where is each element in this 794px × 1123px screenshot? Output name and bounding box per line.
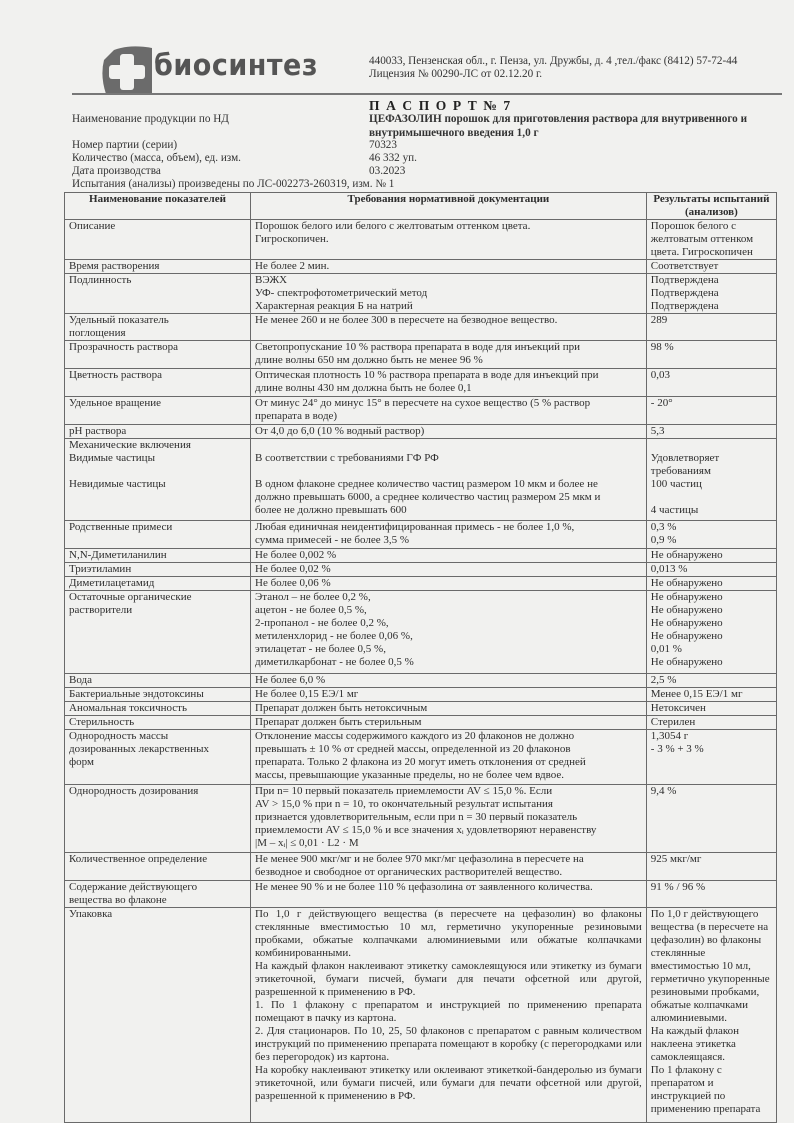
result-line: На каждый флакон (650, 1025, 740, 1037)
result-cell (646, 674, 776, 688)
result-line: - 20° (650, 397, 673, 409)
requirement-line: ВЭЖХ (255, 274, 288, 286)
table-row (65, 702, 777, 716)
requirement-line: Препарат должен быть стерильным (255, 716, 422, 728)
requirement-line: Характерная реакция Б на натрий (255, 300, 413, 312)
indicator-line: Прозрачность раствора (69, 341, 178, 353)
result-line: Менее 0,15 ЕЭ/1 мг (650, 688, 743, 700)
indicator-cell (65, 260, 251, 274)
table-row (65, 397, 777, 425)
indicator-cell (65, 521, 251, 549)
table-row (65, 785, 777, 853)
result-line: вещества (в пересчете на (650, 921, 769, 933)
indicator-line: Видимые частицы (69, 452, 155, 464)
requirement-line: метиленхлорид - не более 0,06 %, (255, 630, 413, 642)
result-line: самоклеящаяся. (650, 1051, 726, 1063)
requirement-line: должно превышать 6000, а среднее количество частиц размером 25 мкм и (255, 491, 601, 503)
result-line: требованиям (650, 465, 711, 477)
result-line: Удовлетворяет (650, 452, 720, 464)
requirement-line: Любая единичная неидентифицированная примесь - не более 1,0 %, (255, 521, 575, 533)
tests-basis: Испытания (анализы) произведены по ЛС-002273-260319, изм. № 1 (72, 178, 395, 190)
indicator-line: Невидимые частицы (69, 478, 166, 490)
result-line: препаратом и (650, 1077, 714, 1089)
company-contacts (369, 55, 737, 81)
indicator-cell (65, 853, 251, 881)
requirement-cell (251, 369, 647, 397)
requirement-line: препарата в воде) (255, 410, 338, 422)
indicator-line (69, 465, 246, 478)
requirement-line: AV > 15,0 % при n = 10, то окончательный результат испытания (255, 798, 553, 810)
result-line: 91 % / 96 % (650, 881, 706, 893)
requirement-cell (251, 674, 647, 688)
company-address: 440033, Пензенская обл., г. Пенза, ул. Дружбы, д. 4 ,тел./факс (8412) 57-72-44 (369, 55, 738, 67)
indicator-line: Удельное вращение (69, 397, 161, 409)
requirement-line: длине волны 430 нм должна быть не более 0,1 (255, 382, 472, 394)
result-line: 0,03 (650, 369, 671, 381)
indicator-cell (65, 220, 251, 260)
result-line: 98 % (650, 341, 674, 353)
result-line: цефазолин) во флаконы (650, 934, 762, 946)
indicator-cell (65, 563, 251, 577)
requirement-line: От минус 24° до минус 15° в пересчете на сухое вещество (5 % раствор (255, 397, 591, 409)
indicator-line: Удельный показатель (69, 314, 169, 326)
indicator-cell (65, 274, 251, 314)
table-row (65, 730, 777, 785)
result-line: Соответствует (650, 260, 719, 272)
result-line: применению препарата (650, 1103, 761, 1115)
table-row (65, 260, 777, 274)
requirement-line: Не более 2 мин. (255, 260, 330, 272)
requirement-line: 1. По 1 флакону с препаратом и инструкцией по применению препарата помещают в пачку из картона. (255, 999, 642, 1024)
document-title: П А С П О Р Т № 7 (369, 98, 512, 113)
result-cell (646, 881, 776, 908)
result-line: наклеена этикетка (650, 1038, 736, 1050)
requirement-line: На каждый флакон наклеивают этикетку самоклеящуюся или этикетку из бумаги этикеточной, бумаги писчей, бумаги для печати офсетной или другой, разрешенной к применению в РФ. (255, 960, 642, 998)
requirement-line: УФ- спектрофотометрический метод (255, 287, 428, 299)
indicator-cell (65, 716, 251, 730)
result-line: инструкцией по (650, 1090, 726, 1102)
indicator-line: Триэтиламин (69, 563, 132, 575)
result-line: желтоватым оттенком (650, 233, 754, 245)
requirement-line: безводное и свободное от органических растворителей вещество. (255, 866, 563, 878)
result-cell (646, 397, 776, 425)
result-line: По 1 флакону с (650, 1064, 722, 1076)
requirement-cell (251, 549, 647, 563)
indicator-line: Однородность дозирования (69, 785, 199, 797)
result-line: Не обнаружено (650, 617, 723, 629)
indicator-line: Упаковка (69, 908, 113, 920)
indicator-line: Механические включения (69, 439, 191, 451)
result-line: 2,5 % (650, 674, 677, 686)
requirement-line: этилацетат - не более 0,5 %, (255, 643, 386, 655)
indicator-line: Содержание действующего (69, 881, 198, 893)
requirement-cell (251, 260, 647, 274)
requirement-line: 2. Для стационаров. По 10, 25, 50 флаконов с препаратом с равным количеством инструкций по применению препарата помещают в коробку (с перегородками или без перегородок) из картона. (255, 1025, 642, 1063)
indicator-line: Количественное определение (69, 853, 208, 865)
field-value-batch: 70323 (369, 139, 397, 151)
requirement-line: В соответствии с требованиями ГФ РФ (255, 452, 439, 464)
indicator-cell (65, 908, 251, 1123)
header-indicator: Наименование показателей (65, 193, 251, 220)
indicator-line: Стерильность (69, 716, 135, 728)
table-row (65, 341, 777, 369)
indicator-cell (65, 425, 251, 439)
requirement-line: Не более 0,02 % (255, 563, 331, 575)
requirement-line: диметилкарбонат - не более 0,5 % (255, 656, 414, 668)
requirement-cell (251, 853, 647, 881)
requirement-cell (251, 577, 647, 591)
requirement-line: При n= 10 первый показатель приемлемости AV ≤ 15,0 %. Если (255, 785, 553, 797)
requirement-line: От 4,0 до 6,0 (10 % водный раствор) (255, 425, 425, 437)
requirement-line: Не более 0,15 ЕЭ/1 мг (255, 688, 359, 700)
indicator-cell (65, 369, 251, 397)
result-cell (646, 425, 776, 439)
indicator-cell (65, 341, 251, 369)
requirement-cell (251, 341, 647, 369)
table-row (65, 688, 777, 702)
field-value-production-date: 03.2023 (369, 165, 406, 177)
table-row (65, 674, 777, 688)
requirement-line (255, 439, 642, 452)
indicator-cell (65, 577, 251, 591)
result-line: Не обнаружено (650, 630, 723, 642)
indicator-line: Диметилацетамид (69, 577, 155, 589)
result-line: стеклянные (650, 947, 706, 959)
header-results: Результаты испытаний (анализов) (646, 193, 776, 220)
result-cell (646, 730, 776, 785)
requirement-cell (251, 397, 647, 425)
result-line: алюминиевыми. (650, 1012, 728, 1024)
result-line (651, 491, 772, 504)
result-line: герметично укупоренные (650, 973, 770, 985)
table-row (65, 908, 777, 1123)
medical-cross-icon (100, 46, 152, 96)
result-cell (646, 439, 776, 521)
table-row (65, 881, 777, 908)
requirement-line: |M – xᵢ| ≤ 0,01 · L2 · M (255, 837, 359, 849)
indicator-line: форм (69, 756, 94, 768)
requirement-line: Препарат должен быть нетоксичным (255, 702, 428, 714)
requirement-line: 2-пропанол - не более 0,2 %, (255, 617, 389, 629)
result-cell (646, 702, 776, 716)
field-label-quantity: Количество (масса, объем), ед. изм. (72, 152, 241, 164)
result-line: 4 частицы (650, 504, 699, 516)
table-row (65, 369, 777, 397)
result-line: По 1,0 г действующего (650, 908, 759, 920)
result-cell (646, 521, 776, 549)
result-cell (646, 549, 776, 563)
requirement-cell (251, 716, 647, 730)
result-line: 925 мкг/мг (650, 853, 702, 865)
result-cell (646, 688, 776, 702)
indicator-cell (65, 591, 251, 674)
indicator-line: Аномальная токсичность (69, 702, 187, 714)
requirement-cell (251, 908, 647, 1123)
indicator-line: Описание (69, 220, 116, 232)
table-body (65, 220, 777, 1123)
table-row (65, 314, 777, 341)
indicator-line: Родственные примеси (69, 521, 173, 533)
requirement-cell (251, 220, 647, 260)
requirement-line: Этанол – не более 0,2 %, (255, 591, 371, 603)
requirement-line: препарата. Только 2 флакона из 20 могут иметь отклонения от средней (255, 756, 586, 768)
indicator-line: Время растворения (69, 260, 160, 272)
requirement-line: Не более 0,002 % (255, 549, 337, 561)
requirement-cell (251, 688, 647, 702)
indicator-line: Цветность раствора (69, 369, 162, 381)
table-row (65, 274, 777, 314)
result-line: 5,3 (650, 425, 665, 437)
indicator-line: вещества во флаконе (69, 894, 167, 906)
requirement-cell (251, 425, 647, 439)
requirement-line: Не более 6,0 % (255, 674, 326, 686)
header-requirements: Требования нормативной документации (251, 193, 647, 220)
requirement-cell (251, 439, 647, 521)
field-label-production-date: Дата производства (72, 165, 161, 177)
result-line: Не обнаружено (650, 591, 723, 603)
result-cell (646, 341, 776, 369)
result-cell (646, 716, 776, 730)
requirement-line: Светопропускание 10 % раствора препарата в воде для инъекций при (255, 341, 581, 353)
requirement-cell (251, 730, 647, 785)
requirement-line: ацетон - не более 0,5 %, (255, 604, 367, 616)
company-logo (100, 46, 319, 96)
requirement-line: Не менее 900 мкг/мг и не более 970 мкг/мг цефазолина в пересчете на (255, 853, 584, 865)
table-row (65, 563, 777, 577)
table-row (65, 521, 777, 549)
result-line: 0,9 % (650, 534, 677, 546)
test-results-table (64, 192, 777, 1123)
result-line: Порошок белого с (650, 220, 736, 232)
result-line: 100 частиц (650, 478, 702, 490)
table-row (65, 549, 777, 563)
result-cell (646, 260, 776, 274)
requirement-line: На коробку наклеивают этикетку или оклеивают этикеткой-бандеролью из бумаги этикеточной, или бумаги писчей, или бумаги для печати офсетной или другой, разрешенной к применению в РФ. (255, 1064, 642, 1102)
brand-name: биосинтез (154, 48, 319, 83)
requirement-line: приемлемости AV ≤ 15,0 % и все значения xᵢ удовлетворяют неравенству (255, 824, 597, 836)
requirement-line: превышать ± 10 % от средней массы, определенной из 20 флаконов (255, 743, 571, 755)
requirement-cell (251, 314, 647, 341)
result-cell (646, 563, 776, 577)
requirement-line: Не более 0,06 % (255, 577, 331, 589)
table-header-row (65, 193, 777, 220)
table-row (65, 591, 777, 674)
field-value-product: ЦЕФАЗОЛИН порошок для приготовления раствора для внутривенного и внутримышечного введения 1,0 г (369, 113, 748, 139)
indicator-cell (65, 688, 251, 702)
result-cell (646, 369, 776, 397)
company-license: Лицензия № 00290-ЛС от 02.12.20 г. (369, 68, 543, 80)
result-cell (646, 314, 776, 341)
indicator-cell (65, 702, 251, 716)
requirement-line: признается удовлетворительным, если при n = 30 первый показатель (255, 811, 578, 823)
result-line (651, 439, 772, 452)
requirement-cell (251, 591, 647, 674)
result-line: - 3 % + 3 % (650, 743, 704, 755)
result-line: резиновыми пробками, (650, 986, 760, 998)
requirement-line: длине волны 650 нм должно быть не менее 96 % (255, 354, 483, 366)
result-line: обжатые колпачками (650, 999, 749, 1011)
indicator-line: Подлинность (69, 274, 132, 286)
result-line: цвета. Гигроскопичен (650, 246, 753, 258)
table-row (65, 439, 777, 521)
result-cell (646, 220, 776, 260)
result-line: Не обнаружено (650, 656, 723, 668)
indicator-cell (65, 730, 251, 785)
requirement-cell (251, 702, 647, 716)
table-row (65, 577, 777, 591)
indicator-line: Остаточные органические (69, 591, 192, 603)
result-cell (646, 274, 776, 314)
result-cell (646, 785, 776, 853)
indicator-line: поглощения (69, 327, 126, 339)
result-line: Подтверждена (650, 300, 719, 312)
result-line: Не обнаружено (650, 577, 723, 589)
requirement-line: Не менее 260 и не более 300 в пересчете на безводное вещество. (255, 314, 558, 326)
indicator-line: растворители (69, 604, 133, 616)
result-line: Подтверждена (650, 274, 719, 286)
requirement-line: По 1,0 г действующего вещества (в пересчете на цефазолин) во флаконы стеклянные вместимостью 10 мл, герметично укупоренные резиновыми пробками, обжатые колпачками алюминиевыми или обжатые колпачками комбинированными. (255, 908, 642, 959)
indicator-line: N,N-Диметиланилин (69, 549, 167, 561)
requirement-line: Гигроскопичен. (255, 233, 329, 245)
table-row (65, 853, 777, 881)
indicator-line: pH раствора (69, 425, 127, 437)
result-line: Подтверждена (650, 287, 719, 299)
result-line: вместимостью 10 мл, (650, 960, 751, 972)
table-row (65, 716, 777, 730)
result-line: 289 (650, 314, 668, 326)
indicator-cell (65, 549, 251, 563)
requirement-cell (251, 881, 647, 908)
indicator-cell (65, 397, 251, 425)
result-line: Стерилен (650, 716, 696, 728)
result-cell (646, 853, 776, 881)
requirement-line: Оптическая плотность 10 % раствора препарата в воде для инъекций при (255, 369, 599, 381)
requirement-line: Порошок белого или белого с желтоватым оттенком цвета. (255, 220, 531, 232)
result-line: Нетоксичен (650, 702, 706, 714)
result-line: 0,3 % (650, 521, 677, 533)
indicator-line: дозированных лекарственных (69, 743, 209, 755)
requirement-line: В одном флаконе среднее количество частиц размером 10 мкм и более не (255, 478, 598, 490)
requirement-cell (251, 785, 647, 853)
requirement-cell (251, 563, 647, 577)
indicator-cell (65, 439, 251, 521)
indicator-line: Однородность массы (69, 730, 169, 742)
requirement-line (255, 465, 642, 478)
result-cell (646, 577, 776, 591)
result-line: 1,3054 г (650, 730, 689, 742)
indicator-cell (65, 674, 251, 688)
result-line: Не обнаружено (650, 604, 723, 616)
result-line: 0,013 % (650, 563, 688, 575)
requirement-line: более не должно превышать 600 (255, 504, 407, 516)
requirement-line: сумма примесей - не более 3,5 % (255, 534, 410, 546)
field-label-batch: Номер партии (серии) (72, 139, 178, 151)
table-row (65, 425, 777, 439)
header-divider (72, 93, 782, 95)
field-value-quantity: 46 332 уп. (369, 152, 417, 164)
requirement-cell (251, 521, 647, 549)
indicator-cell (65, 785, 251, 853)
indicator-line: Бактериальные эндотоксины (69, 688, 204, 700)
requirement-line: Не менее 90 % и не более 110 % цефазолина от заявленного количества. (255, 881, 593, 893)
table-row (65, 220, 777, 260)
result-line: 9,4 % (650, 785, 677, 797)
indicator-cell (65, 881, 251, 908)
result-cell (646, 908, 776, 1123)
indicator-cell (65, 314, 251, 341)
requirement-line: массы, превышающие указанные пределы, но не более чем вдвое. (255, 769, 565, 781)
result-cell (646, 591, 776, 674)
requirement-cell (251, 274, 647, 314)
result-line: Не обнаружено (650, 549, 723, 561)
requirement-line: Отклонение массы содержимого каждого из 20 флаконов не должно (255, 730, 575, 742)
result-line: 0,01 % (650, 643, 682, 655)
indicator-line: Вода (69, 674, 92, 686)
field-label-product: Наименование продукции по НД (72, 113, 229, 125)
